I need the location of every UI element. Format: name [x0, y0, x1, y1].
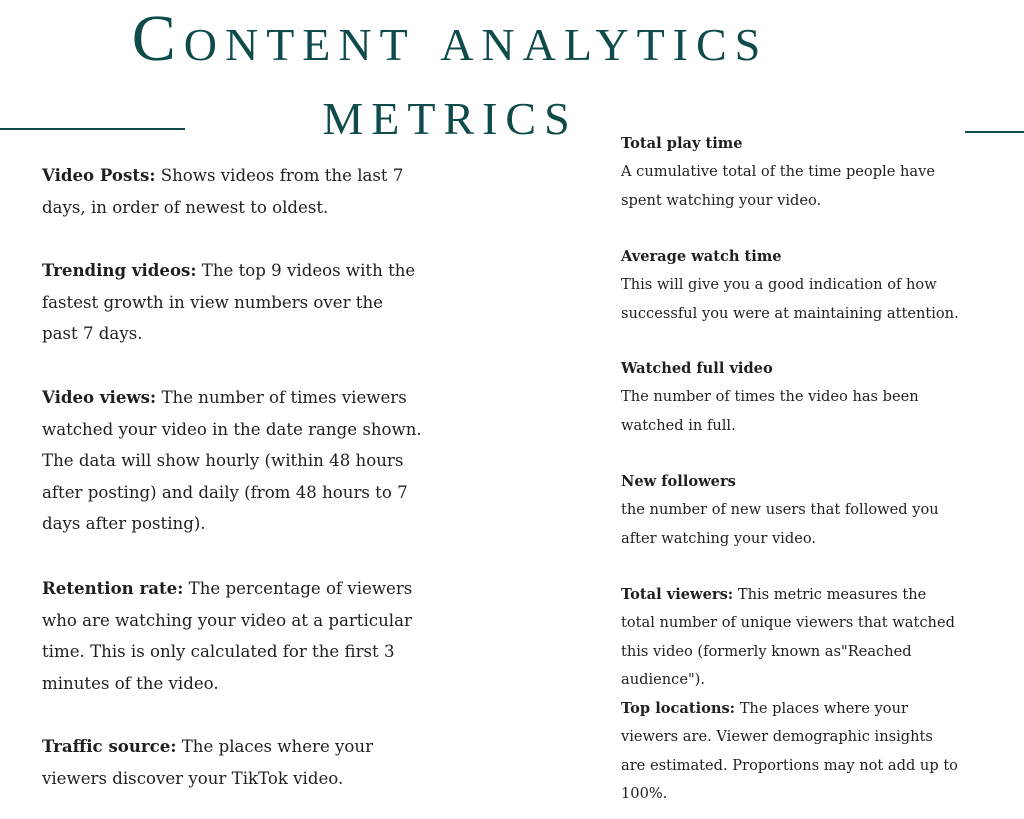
- metric-video-posts: [42, 160, 422, 223]
- metric-term: New followers: [621, 473, 736, 490]
- metric-description: The places where your viewers discover your TikTok video.: [42, 737, 374, 788]
- metric-average-watch-time: [621, 243, 961, 328]
- metric-description: The number of times viewers watched your video in the date range shown. The data will show hourly (within 48 hours after posting) and daily (from 48 hours to 7 days after posting).: [42, 388, 422, 534]
- metric-term: Watched full video: [621, 360, 773, 377]
- metric-term: Traffic source:: [42, 736, 177, 756]
- divider-right: [965, 131, 1024, 133]
- metric-total-play-time: [621, 130, 961, 215]
- metric-top-locations: [621, 695, 961, 809]
- metric-description: The percentage of viewers who are watching your video at a particular time. This is only calculated for the first 3 minutes of the video.: [42, 579, 413, 693]
- metric-term: Video views:: [42, 387, 157, 407]
- page-title-line-2: metrics: [322, 76, 578, 149]
- page-title-line-1: Content analytics: [131, 2, 769, 75]
- metric-trending-videos: [42, 255, 422, 350]
- metric-description: This metric measures the total number of unique viewers that watched this video (formerly known as"Reached audience").: [621, 586, 955, 689]
- metric-description: The places where your viewers are. Viewer demographic insights are estimated. Proportions may not add up to 100%.: [621, 700, 958, 803]
- metric-term: Total play time: [621, 135, 743, 152]
- metric-description: A cumulative total of the time people have spent watching your video.: [621, 163, 935, 209]
- divider-left: [0, 128, 185, 130]
- metric-new-followers: [621, 468, 961, 553]
- metric-term: Retention rate:: [42, 578, 184, 598]
- metric-retention-rate: [42, 573, 422, 699]
- metric-total-viewers: [621, 581, 961, 695]
- metric-term: Trending videos:: [42, 260, 197, 280]
- metric-term: Video Posts:: [42, 165, 156, 185]
- metric-term: Average watch time: [621, 248, 782, 265]
- metric-term: Top locations:: [621, 700, 736, 717]
- metric-description: This will give you a good indication of how successful you were at maintaining attention.: [621, 276, 959, 322]
- metric-description: The top 9 videos with the fastest growth in view numbers over the past 7 days.: [42, 261, 416, 344]
- metric-traffic-source: [42, 731, 422, 794]
- metric-description: Shows videos from the last 7 days, in order of newest to oldest.: [42, 166, 404, 217]
- metric-term: Total viewers:: [621, 586, 734, 603]
- metric-watched-full-video: [621, 355, 961, 440]
- metric-description: The number of times the video has been watched in full.: [621, 388, 919, 434]
- metric-description: the number of new users that followed you after watching your video.: [621, 501, 939, 547]
- metric-video-views: [42, 382, 422, 540]
